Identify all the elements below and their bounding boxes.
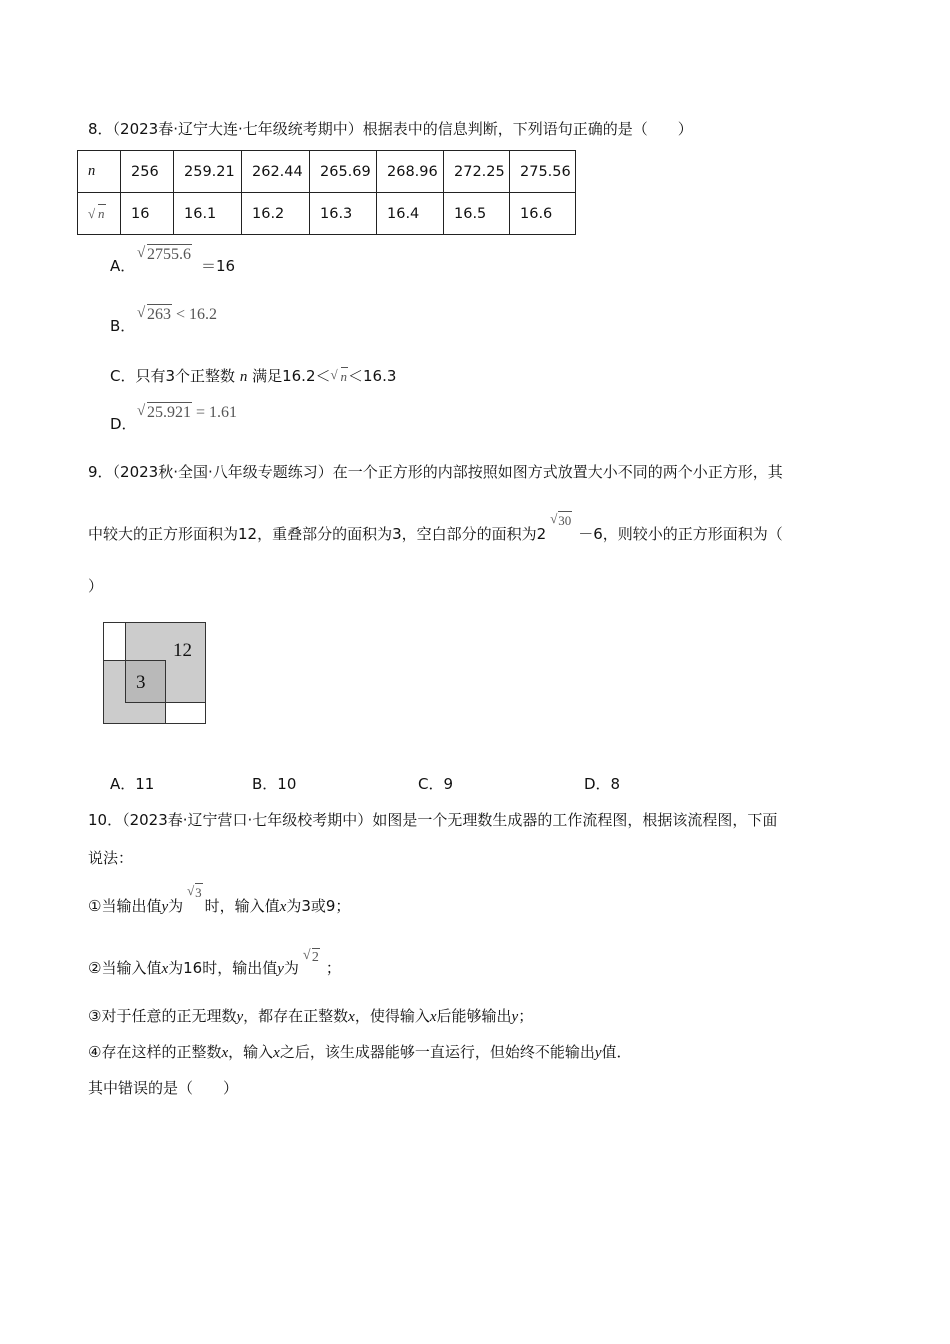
q8-option-b-expr: √ 263 < 16.2 [137,305,218,323]
table-cell: 16.2 [242,193,310,235]
large-square-label: 12 [173,640,192,661]
table-header-sqrt-n: √ n [78,193,121,235]
table-cell: 16.5 [444,193,510,235]
table-row [78,193,576,235]
table-row [78,151,576,193]
q8-option-d: D． [110,415,137,433]
q8-info-table [77,150,576,235]
table-cell: 275.56 [510,151,576,193]
q8-number: 8． [88,120,113,138]
q10-statement-1: ①当输出值y为 √ 3时，输入值x为3或9； [88,883,351,915]
q9-option-a: A．11 [110,775,155,793]
q10-statement-4: ④存在这样的正整数x，输入x之后，该生成器能够一直运行，但始终不能输出y值． [88,1043,632,1061]
q9-option-d: D．8 [584,775,621,793]
table-cell: 256 [121,151,174,193]
table-cell: 16.4 [377,193,444,235]
table-cell: 16.1 [174,193,242,235]
q8-option-c: C．只有3个正整数 n 满足16.2＜ √ n＜16.3 [110,367,397,385]
q10-question: 其中错误的是（ ） [88,1079,239,1097]
q9-line1: 9．（2023秋·全国·八年级专题练习）在一个正方形的内部按照如图方式放置大小不同的两个小正方形，其 [88,463,783,481]
table-cell: 16.3 [310,193,377,235]
q8-option-a-tail: ＝16 [201,257,236,275]
overlap-square [125,660,166,703]
q8-option-a: A． [110,257,136,275]
table-cell: 268.96 [377,151,444,193]
table-header-n: n [78,151,121,193]
q9-option-c: C．9 [418,775,454,793]
q10-line1: 10．（2023春·辽宁营口·七年级校考期中）如图是一个无理数生成器的工作流程图，根据该流程图，下面 [88,811,778,829]
table-cell: 272.25 [444,151,510,193]
q8-stem [88,119,693,139]
q8-stem-text: 根据表中的信息判断，下列语句正确的是（ ） [362,120,693,138]
q8-source: （2023春·辽宁大连·七年级统考期中） [112,120,363,138]
q10-statement-3: ③对于任意的正无理数y，都存在正整数x，使得输入x后能够输出y； [88,1007,534,1025]
q10-statement-2: ②当输入值x为16时，输出值y为 √ 2； [88,948,341,977]
table-cell: 262.44 [242,151,310,193]
q9-figure [103,622,206,724]
q8-option-a-expr: √ 2755.6 [137,245,191,263]
table-cell: 16 [121,193,174,235]
q8-option-b: B． [110,317,136,335]
table-cell: 259.21 [174,151,242,193]
q9-line3: ） [88,577,104,595]
overlap-label: 3 [136,672,146,693]
table-cell: 265.69 [310,151,377,193]
q10-line2: 说法： [88,849,134,867]
q9-option-b: B．10 [252,775,297,793]
table-cell: 16.6 [510,193,576,235]
q8-option-d-expr: √ 25.921 = 1.61 [137,403,238,421]
q9-line2: 中较大的正方形面积为12，重叠部分的面积为3，空白部分的面积为2 √ 30－6，则较小的正方形面积为（ [88,511,783,543]
